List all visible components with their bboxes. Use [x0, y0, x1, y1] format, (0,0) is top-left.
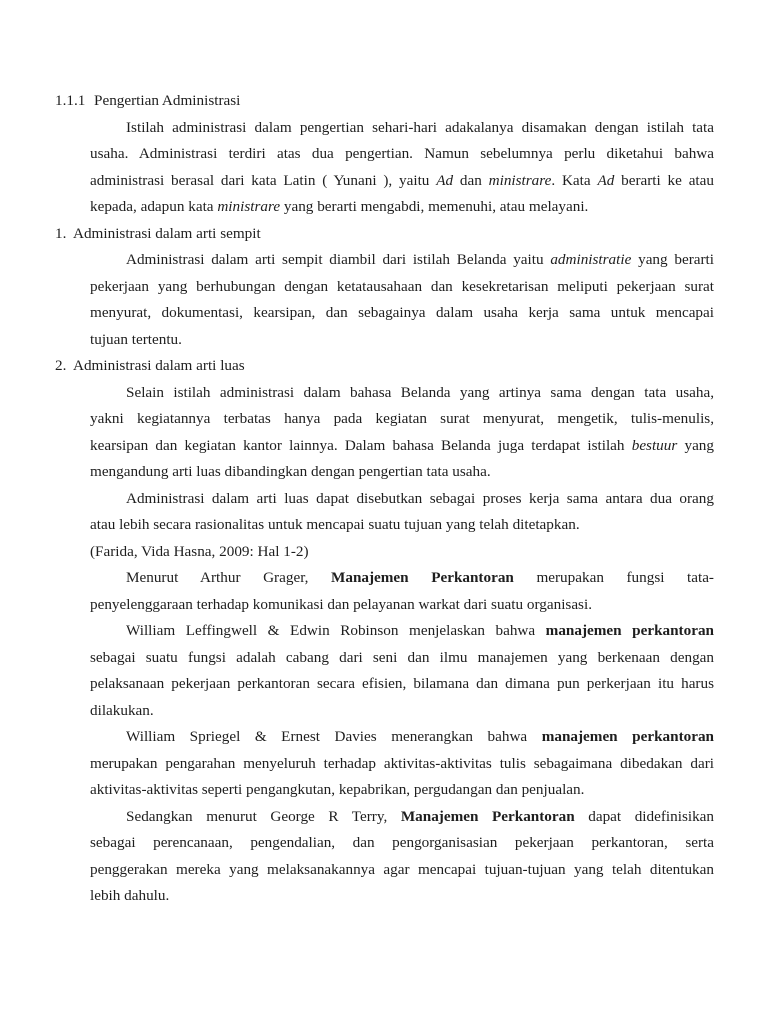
text-run: (Farida, Vida Hasna, 2009: Hal 1-2): [90, 542, 309, 560]
text-run: mengandung arti luas dibandingkan dengan pengertian tata usaha.: [90, 463, 491, 480]
text-run: lebih dahulu.: [90, 887, 170, 904]
text-line: [90, 698, 714, 725]
text-run: dilakukan.: [90, 701, 154, 719]
text-line: [90, 857, 714, 884]
text-run: tujuan tertentu.: [90, 330, 182, 348]
outline-number: 1.: [55, 224, 67, 242]
text-line: [90, 247, 714, 274]
text-line: [90, 804, 714, 831]
text-run: Administrasi dalam arti sempit diambil dari istilah Belanda yaitu: [126, 251, 551, 268]
bold-text-run: Manajemen Perkantoran: [400, 807, 575, 825]
italic-text-run: bestuur: [631, 436, 678, 454]
italic-text-run: ministrare: [488, 171, 552, 189]
text-line: [90, 751, 714, 778]
text-run: sebagai perencanaan, pengendalian, dan pengorganisasian pekerjaan perkantoran, serta: [90, 834, 714, 851]
text-line: [90, 724, 714, 751]
text-line: [90, 883, 714, 910]
text-run: penyelenggaraan terhadap komunikasi dan pelayanan warkat dari suatu organisasi.: [90, 595, 592, 613]
outline-title: Administrasi dalam arti sempit: [73, 224, 261, 242]
text-run: Menurut Arthur Grager,: [126, 569, 332, 586]
italic-text-run: Ad: [597, 171, 615, 189]
text-run: Sedangkan menurut George R Terry,: [126, 807, 401, 825]
text-line: [90, 671, 714, 698]
text-line: [90, 592, 714, 619]
outline-heading: [55, 353, 714, 380]
bold-text-run: manajemen perkantoran: [541, 728, 714, 745]
text-run: yang berarti: [631, 251, 714, 268]
text-line: [90, 380, 714, 407]
text-line: [90, 459, 714, 486]
text-line: [90, 194, 714, 221]
text-line: [90, 645, 714, 672]
text-run: usaha. Administrasi terdiri atas dua pengertian. Namun sebelumnya perlu diketahui bahwa: [90, 145, 714, 162]
text-run: kepada, adapun kata: [90, 198, 218, 215]
text-run: dapat didefinisikan: [574, 807, 714, 825]
bold-text-run: Manajemen Perkantoran: [331, 569, 514, 586]
text-run: Istilah administrasi dalam pengertian sehari-hari adakalanya disamakan dengan istilah tata: [126, 118, 714, 136]
text-run: merupakan fungsi tata-: [513, 569, 714, 586]
outline-number: 1.1.1: [55, 92, 86, 109]
outline-number: 2.: [55, 357, 67, 374]
text-run: berarti ke atau: [614, 171, 714, 189]
text-run: sebagai suatu fungsi adalah cabang dari seni dan ilmu manajemen yang berkenaan dengan: [90, 648, 714, 666]
text-run: yang berarti mengabdi, memenuhi, atau melayani.: [280, 198, 589, 215]
text-run: administrasi berasal dari kata Latin ( Yunani ), yaitu: [90, 171, 437, 189]
text-line: [90, 115, 714, 142]
text-run: yakni kegiatannya terbatas hanya pada kegiatan surat menyurat, mengetik, tulis-menulis,: [90, 410, 714, 427]
outline-heading: [55, 88, 714, 115]
text-run: pekerjaan yang berhubungan dengan ketatausahaan dan kesekretarisan meliputi pekerjaan surat: [90, 277, 714, 295]
paragraph: [90, 380, 714, 486]
text-run: atau lebih secara rasionalitas untuk mencapai suatu tujuan yang telah ditetapkan.: [90, 516, 580, 533]
text-run: menyurat, dokumentasi, kearsipan, dan sebagainya dalam usaha kerja sama untuk mencapai: [90, 304, 714, 321]
text-run: kearsipan dan kegiatan kantor lainnya. Dalam bahasa Belanda juga terdapat istilah: [90, 436, 632, 454]
text-line: [90, 141, 714, 168]
italic-text-run: administratie: [550, 251, 632, 268]
text-line: [90, 830, 714, 857]
paragraph: [90, 115, 714, 221]
text-line: [90, 300, 714, 327]
text-run: William Leffingwell & Edwin Robinson menjelaskan bahwa: [126, 622, 546, 639]
text-run: yang: [677, 436, 714, 454]
outline-title: Pengertian Administrasi: [94, 92, 241, 109]
text-run: Administrasi dalam arti luas dapat disebutkan sebagai proses kerja sama antara dua orang: [126, 489, 714, 507]
paragraph: [90, 486, 714, 539]
text-line: [90, 168, 714, 195]
text-line: [90, 406, 714, 433]
text-run: pelaksanaan pekerjaan perkantoran secara efisien, bilamana dan dimana pun perkerjaan itu harus: [90, 675, 714, 692]
text-line: [90, 433, 714, 460]
outline-title: Administrasi dalam arti luas: [73, 357, 245, 374]
text-run: William Spriegel & Ernest Davies menerangkan bahwa: [126, 728, 542, 745]
text-line: [90, 512, 714, 539]
paragraph: [90, 618, 714, 724]
paragraph: [90, 247, 714, 353]
text-run: dan: [453, 171, 489, 189]
paragraph: [90, 539, 714, 566]
text-line: [90, 565, 714, 592]
text-run: . Kata: [551, 171, 598, 189]
text-line: [90, 777, 714, 804]
paragraph: [90, 565, 714, 618]
bold-text-run: manajemen perkantoran: [545, 622, 714, 639]
outline-heading: [55, 221, 714, 248]
text-line: [90, 327, 714, 354]
text-run: penggerakan mereka yang melaksanakannya agar mencapai tujuan-tujuan yang telah ditentukan: [90, 860, 714, 878]
text-run: Selain istilah administrasi dalam bahasa Belanda yang artinya sama dengan tata usaha,: [126, 383, 714, 401]
italic-text-run: Ad: [436, 171, 454, 189]
text-line: [90, 539, 714, 566]
text-run: merupakan pengarahan menyeluruh terhadap aktivitas-aktivitas tulis sebagaimana dibedakan dari: [90, 754, 714, 772]
text-line: [90, 618, 714, 645]
text-line: [90, 274, 714, 301]
document-content: [55, 88, 714, 910]
paragraph: [90, 724, 714, 804]
italic-text-run: ministrare: [217, 198, 281, 215]
text-run: aktivitas-aktivitas seperti pengangkutan, kepabrikan, pergudangan dan penjualan.: [90, 781, 585, 798]
paragraph: [90, 804, 714, 910]
text-line: [90, 486, 714, 513]
